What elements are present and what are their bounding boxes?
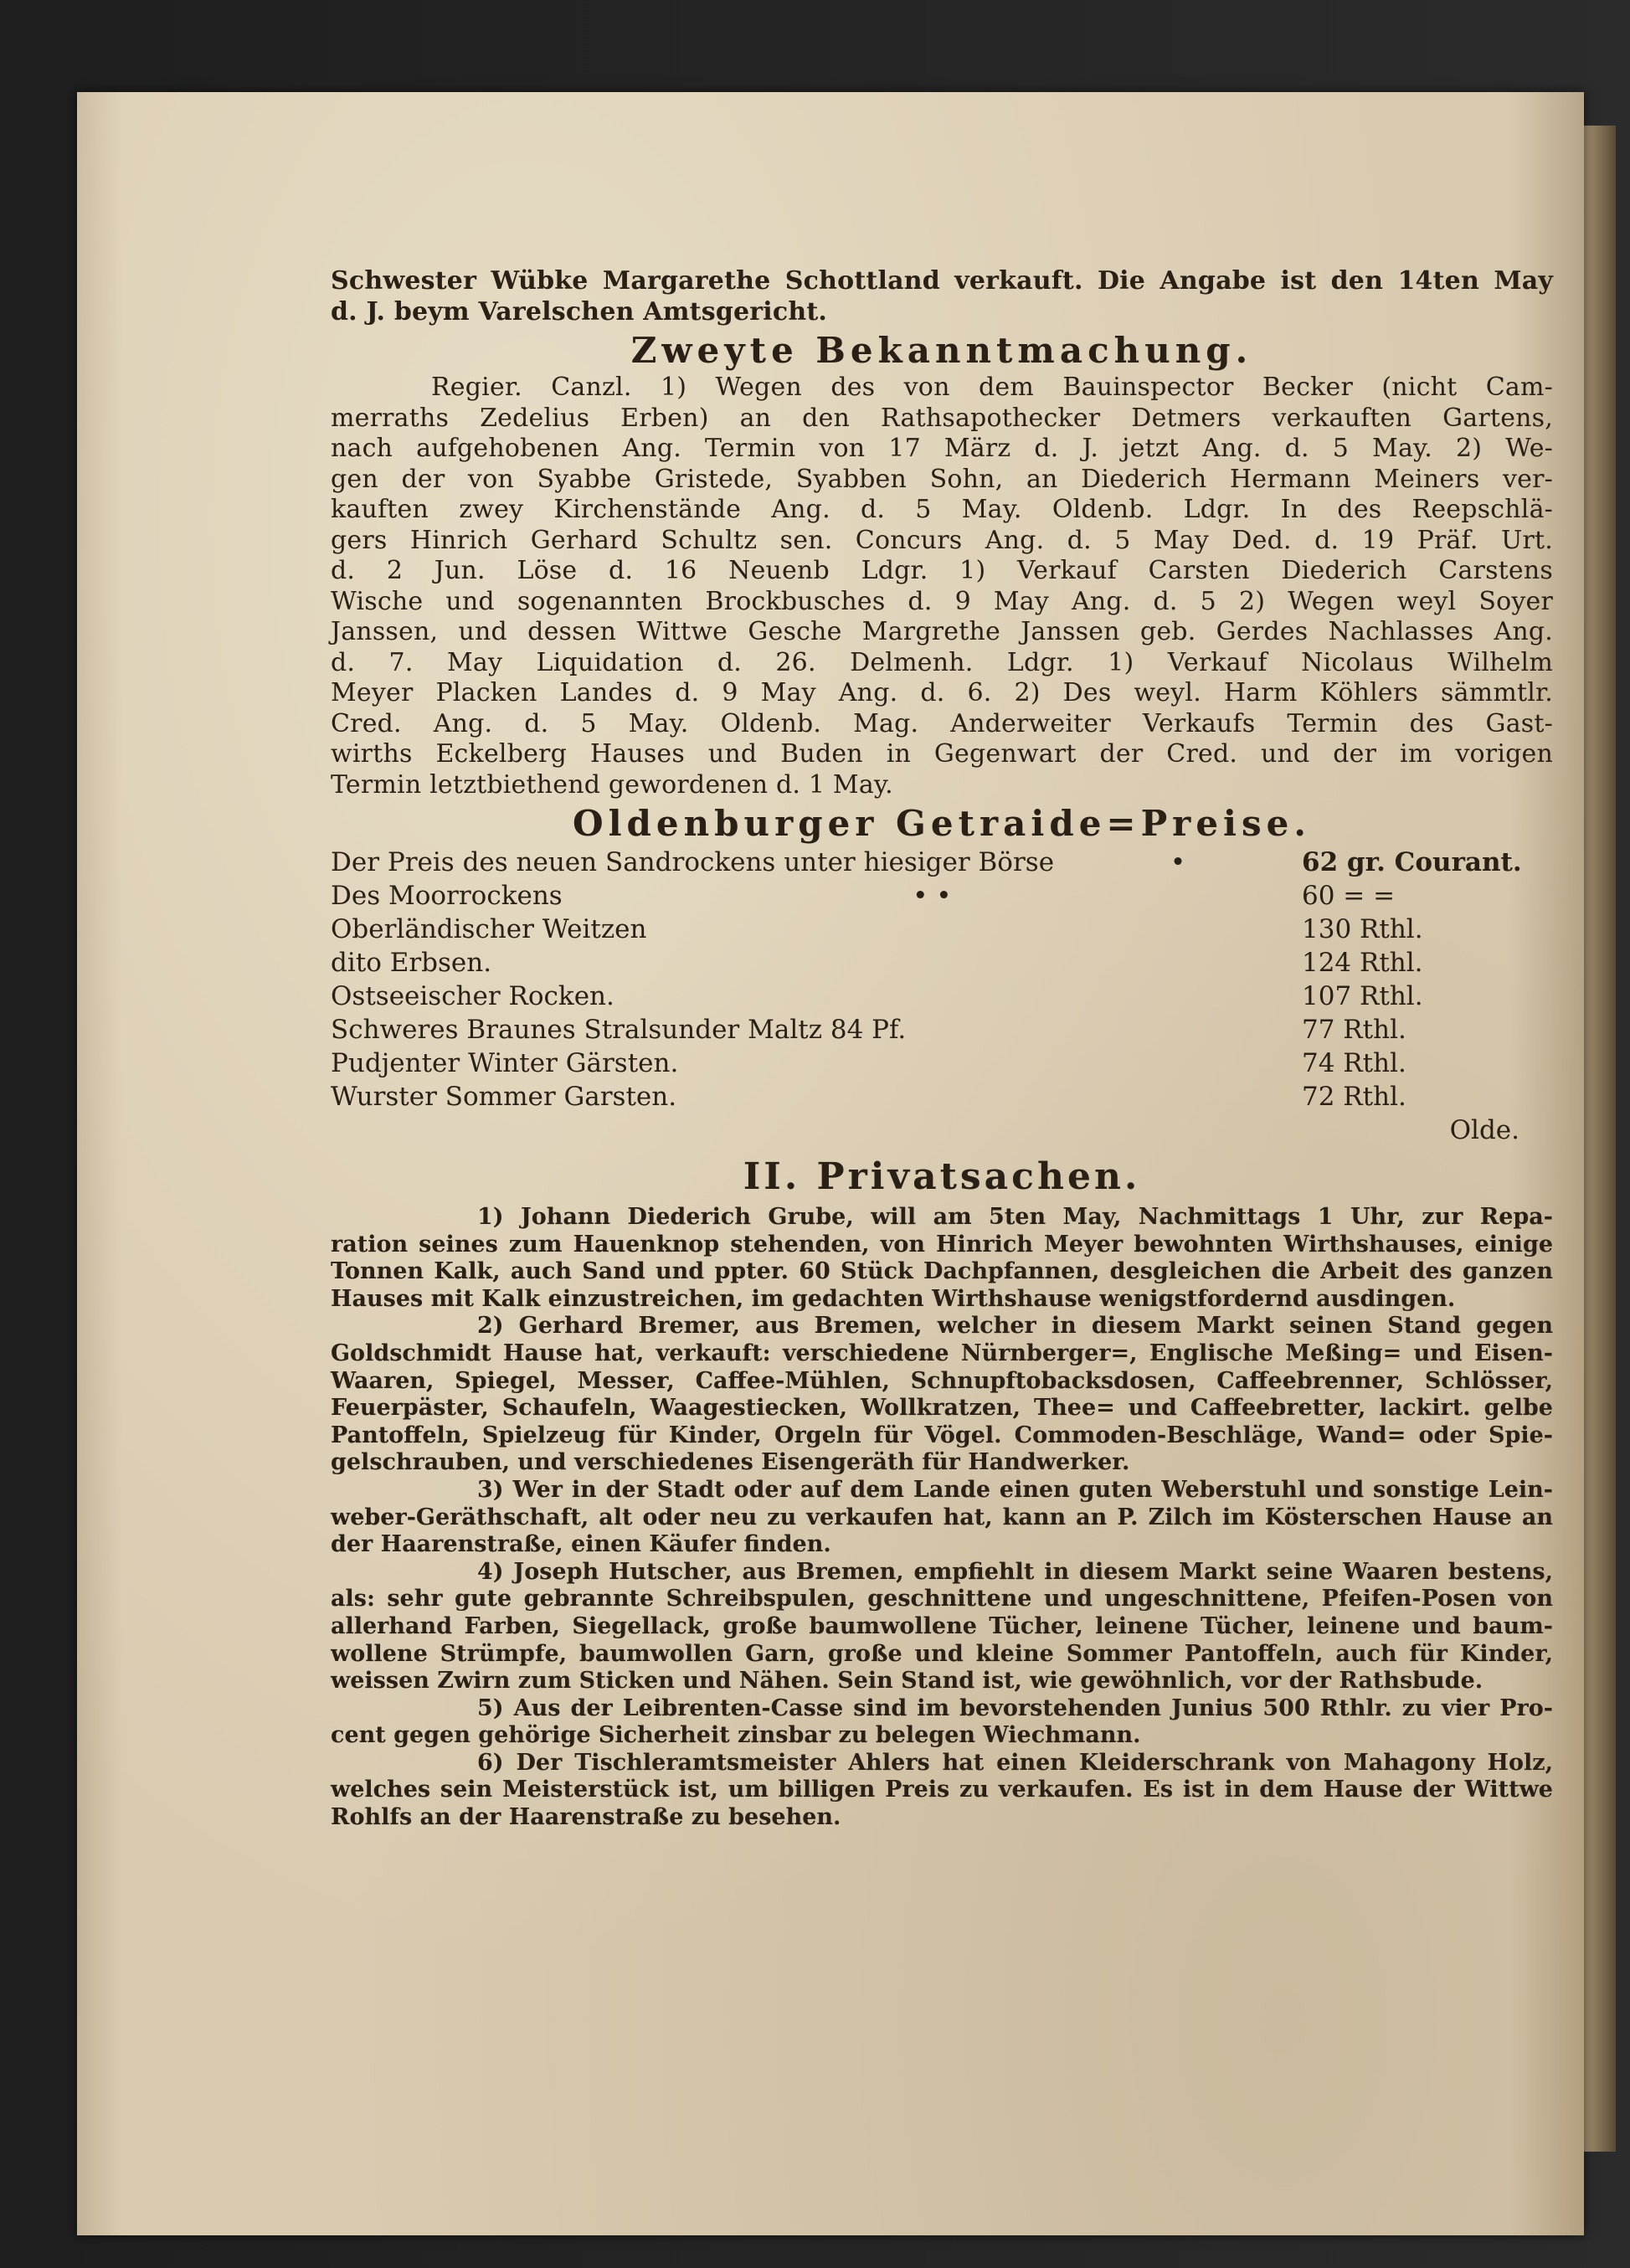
price-item-value: 130 Rthl. (1302, 914, 1423, 944)
price-item-value: 72 Rthl. (1302, 1082, 1406, 1112)
price-item-value: 77 Rthl. (1302, 1015, 1406, 1045)
price-item-value: 62 gr. Courant. (1302, 847, 1522, 877)
price-item-name: Der Preis des neuen Sandrockens unter hiesiger Börse (331, 847, 1055, 877)
notice-line: 5) Aus der Leibrenten-Casse sind im bevorstehenden Junius 500 Rthlr. zu vier Pro- (477, 1695, 1553, 1721)
notice-line: 4) Joseph Hutscher, aus Bremen, empfiehlt in diesem Markt seine Waaren bestens, (477, 1558, 1553, 1585)
price-row (331, 1080, 1553, 1113)
price-row (331, 913, 1553, 946)
prices-signature: Olde. (1449, 1115, 1519, 1145)
price-item-name: Schweres Braunes Stralsunder Maltz 84 Pf. (331, 1015, 907, 1045)
notice-line: gelschrauben, und verschiedenes Eisengeräth für Handwerker. (331, 1449, 1130, 1476)
notice-line: 6) Der Tischleramtsmeister Ahlers hat einen Kleiderschrank von Mahagony Holz, (477, 1749, 1553, 1776)
notice-line: 2) Gerhard Bremer, aus Bremen, welcher in diesem Markt seinen Stand gegen (477, 1313, 1553, 1340)
notice-line: weissen Zwirn zum Sticken und Nähen. Sein Stand ist, wie gewöhnlich, vor der Rathsbude. (331, 1668, 1483, 1695)
price-item-name: Pudjenter Winter Gärsten. (331, 1048, 679, 1078)
price-item-value: 124 Rthl. (1301, 948, 1423, 978)
section-heading-zweyte: Zweyte Bekanntmachung. (630, 330, 1253, 371)
page-content (331, 266, 1553, 1832)
private-heading: II. Privatsachen. (743, 1155, 1141, 1198)
notice-line: als: sehr gute gebrannte Schreibspulen, geschnittene und ungeschnittene, Pfeifen-Posen von (331, 1586, 1553, 1612)
body-line: Cred. Ang. d. 5 May. Oldenb. Mag. Anderweiter Verkaufs Termin des Gast- (331, 708, 1553, 738)
body-line: Janssen, und dessen Wittwe Gesche Margrethe Janssen geb. Gerdes Nachlasses Ang. (331, 617, 1553, 646)
price-row (331, 846, 1553, 879)
price-item-dots: • • (913, 881, 952, 911)
price-row (331, 1013, 1553, 1047)
body-line: wirths Eckelberg Hauses und Buden in Gegenwart der Cred. und der im vorigen (331, 739, 1553, 769)
body-line: gers Hinrich Gerhard Schultz sen. Concurs Ang. d. 5 May Ded. d. 19 Präf. Urt. (331, 525, 1553, 555)
price-row (331, 946, 1553, 980)
price-row (331, 980, 1553, 1013)
body-line: Regier. Canzl. 1) Wegen des von dem Bauinspector Becker (nicht Cam- (431, 373, 1553, 402)
price-item-name: Oberländischer Weitzen (331, 914, 647, 944)
notice-line: Feuerpäster, Schaufeln, Waagestiecken, Wollkratzen, Thee= und Caffeebretter, lackirt. gelbe (331, 1395, 1553, 1422)
price-item-name: dito Erbsen. (331, 948, 492, 978)
price-item-name: Des Moorrockens (331, 881, 563, 911)
price-item-value: 107 Rthl. (1302, 981, 1423, 1011)
notice-line: weber-Geräthschaft, alt oder neu zu verkaufen hat, kann an P. Zilch im Kösterschen Hause an (331, 1504, 1553, 1530)
price-item-dots: • (1170, 847, 1186, 877)
price-item-name: Ostseeischer Rocken. (331, 981, 614, 1011)
notice-line: cent gegen gehörige Sicherheit zinsbar zu belegen Wiechmann. (331, 1722, 1141, 1749)
body-line: merraths Zedelius Erben) an den Rathsapothecker Detmers verkauften Gartens, (331, 403, 1553, 433)
price-item-value: 60 = = (1301, 881, 1396, 911)
notice-line: Goldschmidt Hause hat, verkauft: verschiedene Nürnberger=, Englische Meßing= und Eisen- (331, 1340, 1553, 1366)
notice-line: Waaren, Spiegel, Messer, Caffee-Mühlen, Schnupftobacksdosen, Caffeebrenner, Schlösser, (331, 1367, 1553, 1394)
notice-line: wollene Strümpfe, baumwollen Garn, große und kleine Sommer Pantoffeln, auch für Kinder, (331, 1640, 1553, 1667)
notice-line: der Haarenstraße, einen Käufer finden. (331, 1531, 831, 1558)
notice-line: welches sein Meisterstück ist, um billigen Preis zu verkaufen. Es ist in dem Hause der Wittwe (331, 1777, 1553, 1803)
body-line: Termin letztbiethend gewordenen d. 1 May. (331, 769, 893, 800)
body-line: kauften zwey Kirchenstände Ang. d. 5 May. Oldenb. Ldgr. In des Reepschlä- (331, 495, 1553, 524)
notice-line: allerhand Farben, Siegellack, große baumwollene Tücher, leinene Tücher, leinene und baum- (331, 1612, 1553, 1639)
price-row (331, 1047, 1553, 1080)
notice-line: Rohlfs an der Haarenstraße zu besehen. (331, 1804, 841, 1831)
notice-line: Tonnen Kalk, auch Sand und ppter. 60 Stück Dachpfannen, desgleichen die Arbeit des ganzen (331, 1258, 1553, 1285)
notice-line: 1) Johann Diederich Grube, will am 5ten May, Nachmittags 1 Uhr, zur Repa- (477, 1204, 1553, 1230)
price-item-value: 74 Rthl. (1302, 1048, 1406, 1078)
body-line: Wische und sogenannten Brockbusches d. 9 May Ang. d. 5 2) Wegen weyl Soyer (331, 586, 1553, 616)
intro-line: d. J. beym Varelschen Amtsgericht. (331, 296, 828, 327)
notice-line: ration seines zum Hauenknop stehenden, von Hinrich Meyer bewohnten Wirthshauses, einige (331, 1231, 1553, 1257)
body-line: gen der von Syabbe Gristede, Syabben Sohn, an Diederich Hermann Meiners ver- (331, 464, 1553, 494)
body-line: d. 2 Jun. Löse d. 16 Neuenb Ldgr. 1) Verkauf Carsten Diederich Carstens (331, 556, 1553, 585)
intro-line: Schwester Wübke Margarethe Schottland verkauft. Die Angabe ist den 14ten May (331, 266, 1553, 296)
price-row (331, 879, 1553, 913)
prices-heading: Oldenburger Getraide=Preise. (573, 803, 1311, 844)
body-line: Meyer Placken Landes d. 9 May Ang. d. 6. 2) Des weyl. Harm Köhlers sämmtlr. (331, 678, 1553, 707)
notice-line: 3) Wer in der Stadt oder auf dem Lande einen guten Weberstuhl und sonstige Lein- (477, 1476, 1553, 1503)
body-line: d. 7. May Liquidation d. 26. Delmenh. Ldgr. 1) Verkauf Nicolaus Wilhelm (331, 647, 1553, 677)
notice-line: Pantoffeln, Spielzeug für Kinder, Orgeln für Vögel. Commoden-Beschläge, Wand= oder Spie- (331, 1422, 1553, 1448)
body-line: nach aufgehobenen Ang. Termin von 17 März d. J. jetzt Ang. d. 5 May. 2) We- (331, 434, 1553, 463)
price-item-name: Wurster Sommer Garsten. (331, 1082, 677, 1112)
notice-line: Hauses mit Kalk einzustreichen, im gedachten Wirthshause wenigstfordernd ausdingen. (331, 1285, 1456, 1312)
